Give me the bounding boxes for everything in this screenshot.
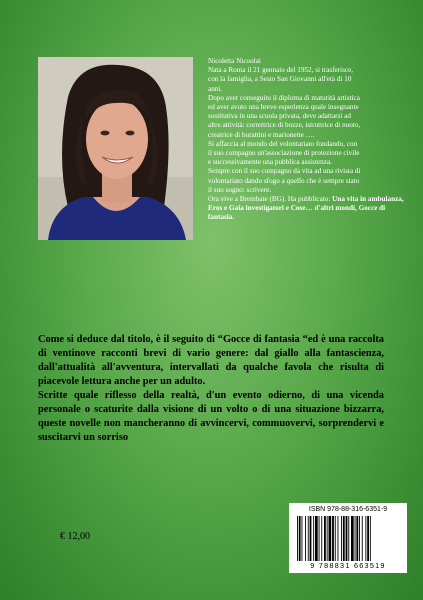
bio-line: Sempre con il suo compagno da vita ad una rivista di xyxy=(208,167,361,176)
author-name: Nicoletta Nicoolai xyxy=(208,57,261,65)
barcode-bar xyxy=(338,516,339,561)
author-bio xyxy=(208,57,408,223)
barcode-bar xyxy=(305,516,306,561)
barcode-bar xyxy=(332,516,334,561)
barcode-bar xyxy=(359,516,360,561)
barcode-bar xyxy=(370,516,371,561)
barcode-graphic xyxy=(297,516,401,561)
bio-published xyxy=(208,195,408,223)
barcode-bar xyxy=(351,516,354,561)
bio-line: altre attività: correttrice di bozze, istruttrice di nuoto, xyxy=(208,121,361,130)
bio-line: e successivamente una pubblica assistenza. xyxy=(208,158,332,167)
barcode-bar xyxy=(310,516,312,561)
published-intro: Ora vive a Brembate (BG). Ha pubblicato: xyxy=(208,195,331,204)
bio-line: anni. xyxy=(208,84,223,93)
barcode-bar xyxy=(335,516,336,561)
price-label: € 12,00 xyxy=(60,531,90,542)
barcode-bar xyxy=(327,516,328,561)
author-portrait-image xyxy=(38,57,193,240)
barcode-bar xyxy=(348,516,349,561)
barcode-bar xyxy=(346,516,348,561)
bio-line: Nata a Roma il 21 gennaio del 1952, si trasferisce, xyxy=(208,66,354,75)
bio-line: Dopo aver conseguito il diploma di maturità artistica xyxy=(208,93,360,102)
barcode-bar xyxy=(315,516,318,561)
barcode-bar xyxy=(308,516,309,561)
isbn-barcode xyxy=(289,503,407,573)
barcode-bars xyxy=(297,516,401,561)
barcode-bar xyxy=(319,516,320,561)
barcode-bar xyxy=(362,516,363,561)
barcode-bar xyxy=(302,516,303,561)
back-cover-blurb xyxy=(38,333,384,445)
blurb-paragraph-2: Scritte quale riflesso della realtà, d'un evento odierno, di una vicenda personale o scaturite dalla visione di un volto o di una situazione bizzarra, queste novelle non mancheranno di avvincervi, commuovervi, sorprendervi e suscitarvi un sorriso xyxy=(38,390,384,443)
barcode-bar xyxy=(356,516,358,561)
bio-line: il suo compagno un'associazione di protezione civile xyxy=(208,149,360,158)
published-titles: Una vita in ambulanza, Eros e Gaia investigatori e Cose… d'altri mondi, Gocce di fantasia. xyxy=(208,195,404,222)
isbn-label: ISBN 978-88-316-6351-9 xyxy=(308,506,388,513)
barcode-bar xyxy=(365,516,366,561)
barcode-bar xyxy=(321,516,322,561)
bio-line: creatrice di burattini e marionette …. xyxy=(208,130,315,139)
barcode-digits: 9 788831 663519 xyxy=(310,561,386,570)
blurb-paragraph-1: Come si deduce dal titolo, è il seguito di “Gocce di fantasia “ed è una raccolta di ventinove racconti brevi di vario genere: dal giallo alla fantascienza, dall'attualità all'avventura, intervallati da qualche favola che risulta di piacevole lettura anche per un adulto. xyxy=(38,334,384,387)
bio-line: Si affaccia al mondo del volontariato fondando, con xyxy=(208,139,358,148)
barcode-bar xyxy=(299,516,301,561)
barcode-bar xyxy=(355,516,356,561)
author-photo xyxy=(38,57,193,240)
barcode-bar xyxy=(324,516,326,561)
barcode-bar xyxy=(329,516,332,561)
barcode-bar xyxy=(341,516,342,561)
barcode-bar xyxy=(367,516,369,561)
bio-line: ed aver avuto una breve esperienza quale insegnante xyxy=(208,103,359,112)
bio-line: con la famiglia, a Sesto San Giovanni all'età di 10 xyxy=(208,75,352,84)
bio-line: il suo sogno: scrivere. xyxy=(208,185,272,194)
bio-line: volontariato dando sfogo a quello che è sempre stato xyxy=(208,176,360,185)
barcode-bar xyxy=(313,516,314,561)
barcode-bar xyxy=(343,516,345,561)
barcode-bar xyxy=(297,516,298,561)
bio-line: sostitutiva in una scuola privata, deve adattarsi ad xyxy=(208,112,351,121)
